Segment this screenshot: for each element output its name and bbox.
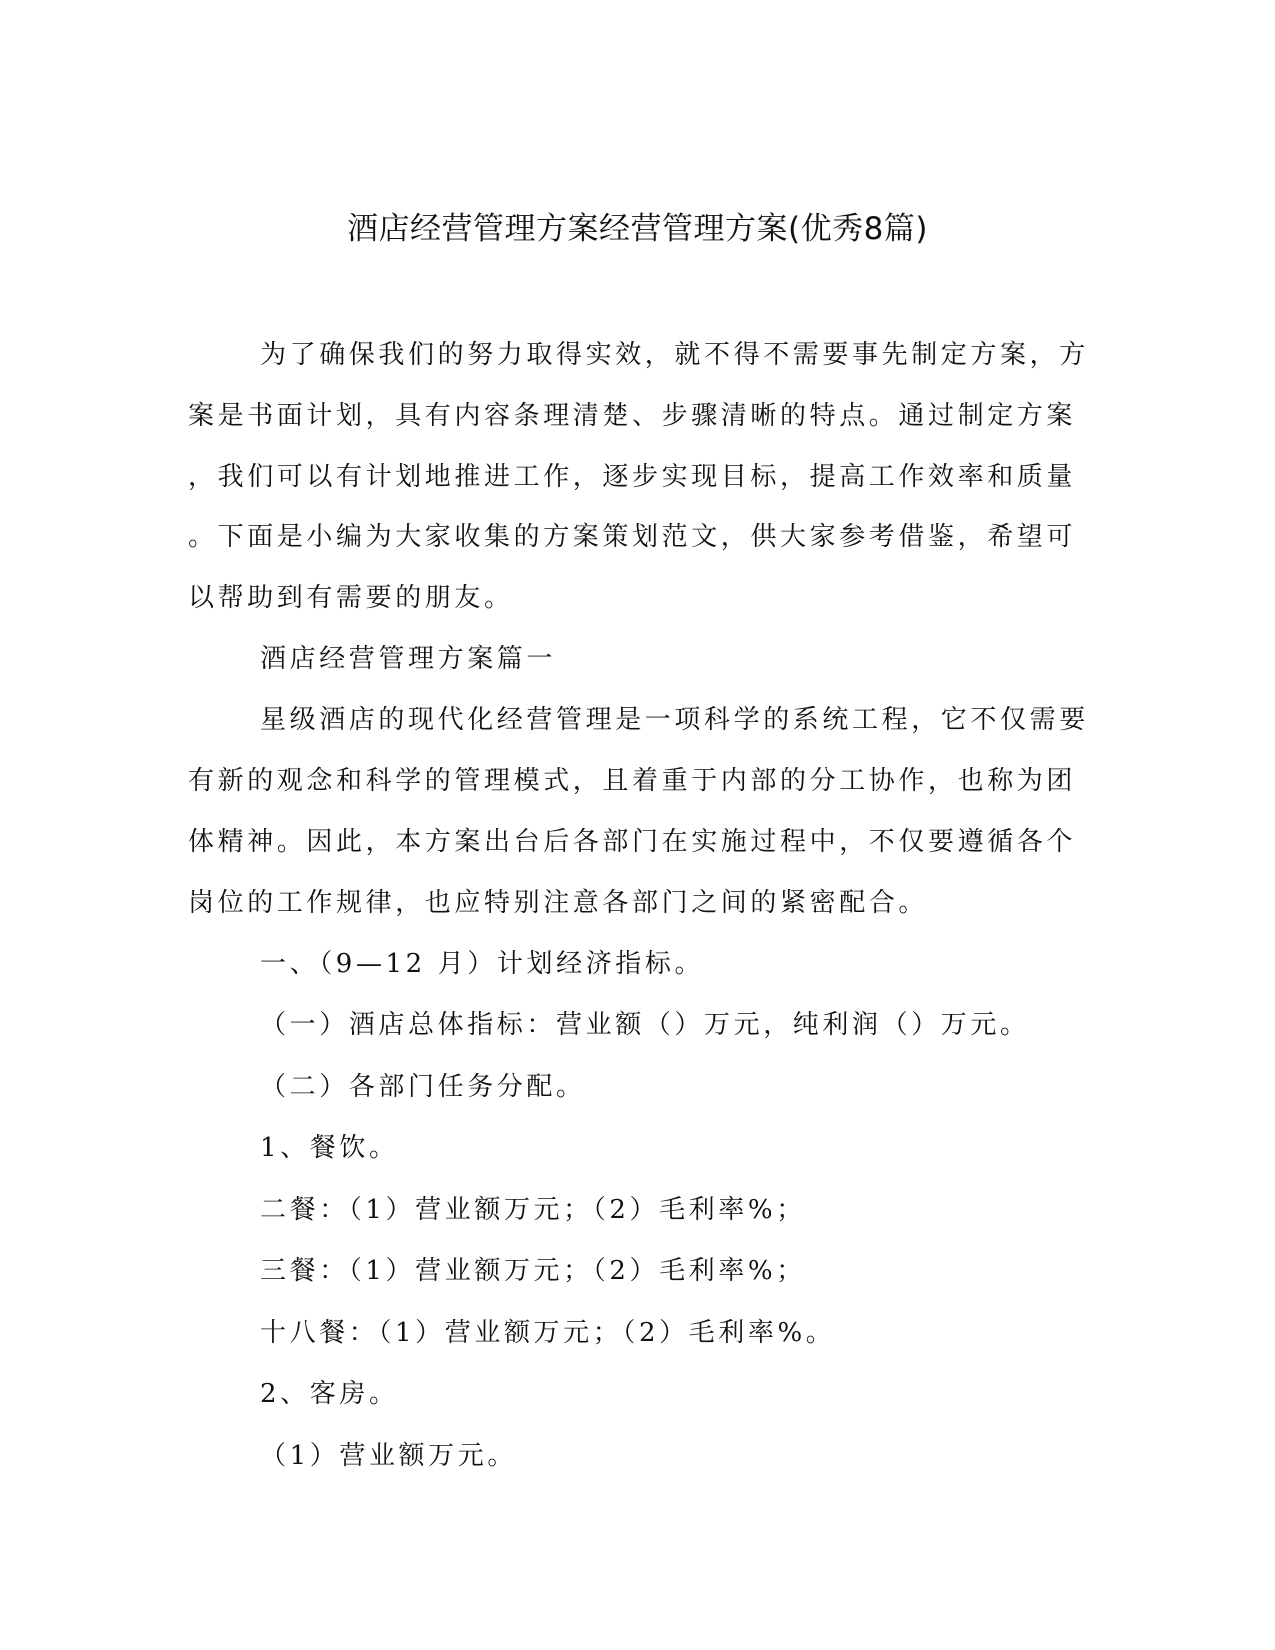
intro-line: 案是书面计划，具有内容条理清楚、步骤清晰的特点。通过制定方案: [188, 400, 1077, 431]
section-heading: 酒店经营管理方案篇一: [260, 643, 557, 674]
intro-paragraph: [188, 325, 1089, 629]
catering-item: 三餐：（1）营业额万元；（2）毛利率%；: [260, 1256, 806, 1287]
rooms-heading: 2、客房。: [260, 1379, 399, 1410]
paragraph-line: 体精神。因此，本方案出台后各部门在实施过程中，不仅要遵循各个: [188, 827, 1077, 858]
intro-line: ，我们可以有计划地推进工作，逐步实现目标，提高工作效率和质量: [188, 461, 1077, 492]
overall-target: （一）酒店总体指标：营业额（）万元，纯利润（）万元。: [260, 1010, 1030, 1041]
intro-line: 为了确保我们的努力取得实效，就不得不需要事先制定方案，方: [260, 340, 1089, 370]
intro-line: 。下面是小编为大家收集的方案策划范文，供大家参考借鉴，希望可: [188, 522, 1077, 553]
dept-assignment: （二）各部门任务分配。: [260, 1071, 586, 1102]
catering-item: 二餐：（1）营业额万元；（2）毛利率%；: [260, 1194, 806, 1225]
body-paragraph: [188, 690, 1089, 933]
catering-item: 十八餐：（1）营业额万元；（2）毛利率%。: [260, 1317, 836, 1348]
paragraph-line: 星级酒店的现代化经营管理是一项科学的系统工程，它不仅需要: [260, 705, 1089, 736]
document-body: [188, 325, 1089, 1487]
paragraph-line: 有新的观念和科学的管理模式，且着重于内部的分工协作，也称为团: [188, 766, 1077, 797]
catering-heading: 1、餐饮。: [260, 1133, 399, 1164]
intro-line: 以帮助到有需要的朋友。: [188, 583, 514, 614]
document-title: 酒店经营管理方案经营管理方案(优秀8篇): [347, 211, 928, 247]
paragraph-line: 岗位的工作规律，也应特别注意各部门之间的紧密配合。: [188, 887, 929, 918]
plan-heading: 一、（9—12 月）计划经济指标。: [260, 948, 705, 979]
rooms-revenue: （1）营业额万元。: [260, 1440, 517, 1471]
